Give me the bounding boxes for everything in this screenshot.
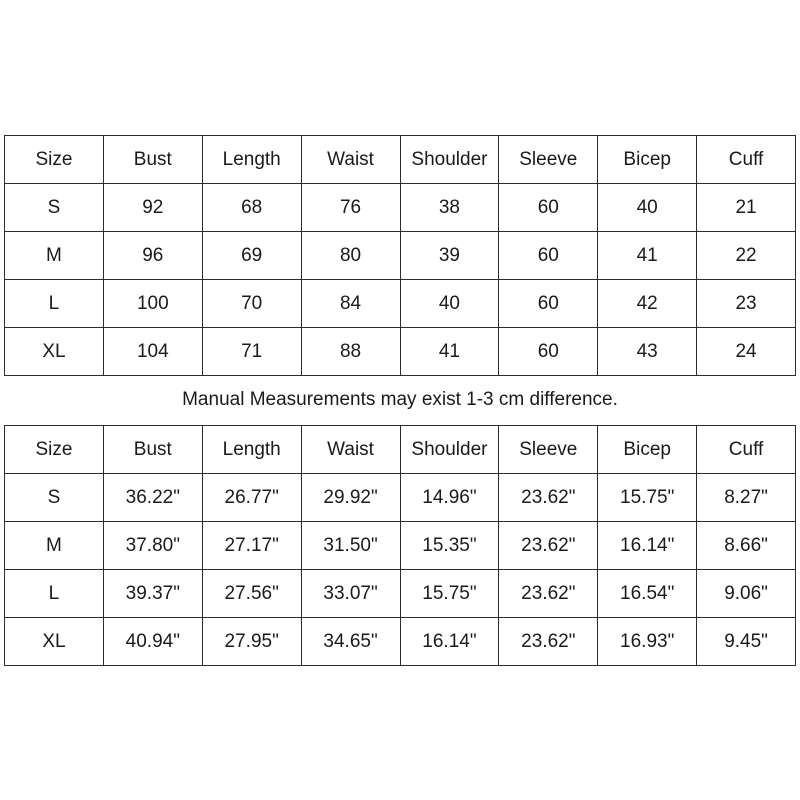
header-cell: Waist <box>301 136 400 184</box>
table-cell: M <box>5 232 104 280</box>
table-cell: 40 <box>598 184 697 232</box>
table-cell: 16.93" <box>598 618 697 666</box>
measurement-note: Manual Measurements may exist 1-3 cm difference. <box>182 389 618 410</box>
table-cell: 60 <box>499 184 598 232</box>
table-cell: XL <box>5 328 104 376</box>
table-cell: L <box>5 280 104 328</box>
table-cell: 16.14" <box>598 522 697 570</box>
table-cell: 23.62" <box>499 522 598 570</box>
header-cell: Shoulder <box>400 426 499 474</box>
table-cell: XL <box>5 618 104 666</box>
table-cell: 23.62" <box>499 570 598 618</box>
header-cell: Cuff <box>697 136 796 184</box>
table-row <box>5 232 796 280</box>
table-cell: 24 <box>697 328 796 376</box>
header-cell: Bicep <box>598 426 697 474</box>
table-cell: 40 <box>400 280 499 328</box>
header-cell: Size <box>5 426 104 474</box>
header-cell: Length <box>202 426 301 474</box>
table-cell: 69 <box>202 232 301 280</box>
table-cell: 60 <box>499 232 598 280</box>
table-cell: 92 <box>103 184 202 232</box>
header-cell: Length <box>202 136 301 184</box>
table-cell: 34.65" <box>301 618 400 666</box>
table-cell: 88 <box>301 328 400 376</box>
header-cell: Bust <box>103 136 202 184</box>
table-cell: 40.94" <box>103 618 202 666</box>
table-row <box>5 328 796 376</box>
header-cell: Bicep <box>598 136 697 184</box>
header-cell: Cuff <box>697 426 796 474</box>
table-cell: 80 <box>301 232 400 280</box>
table-cell: 23.62" <box>499 474 598 522</box>
table-cell: 26.77" <box>202 474 301 522</box>
size-table-inches <box>4 425 796 666</box>
table-cell: 36.22" <box>103 474 202 522</box>
table-cell: L <box>5 570 104 618</box>
table-cell: 22 <box>697 232 796 280</box>
table-cell: 60 <box>499 328 598 376</box>
table-cell: 76 <box>301 184 400 232</box>
table-cell: 60 <box>499 280 598 328</box>
table-cell: 70 <box>202 280 301 328</box>
table-cell: 23.62" <box>499 618 598 666</box>
table-cell: S <box>5 184 104 232</box>
table-cell: 15.75" <box>400 570 499 618</box>
table-cell: 9.06" <box>697 570 796 618</box>
table-row <box>5 570 796 618</box>
header-cell: Sleeve <box>499 136 598 184</box>
header-cell: Bust <box>103 426 202 474</box>
table-header-row <box>5 426 796 474</box>
table-cell: 39 <box>400 232 499 280</box>
table-cell: 43 <box>598 328 697 376</box>
table-cell: 33.07" <box>301 570 400 618</box>
table-row <box>5 522 796 570</box>
table-cell: 9.45" <box>697 618 796 666</box>
table-cell: 8.66" <box>697 522 796 570</box>
table-cell: 15.75" <box>598 474 697 522</box>
table-cell: 41 <box>598 232 697 280</box>
table-cell: 27.95" <box>202 618 301 666</box>
table-cell: 84 <box>301 280 400 328</box>
table-cell: 14.96" <box>400 474 499 522</box>
table-cell: 37.80" <box>103 522 202 570</box>
table-row <box>5 618 796 666</box>
header-cell: Waist <box>301 426 400 474</box>
table-header-row <box>5 136 796 184</box>
table-cell: 27.17" <box>202 522 301 570</box>
header-cell: Sleeve <box>499 426 598 474</box>
table-cell: 96 <box>103 232 202 280</box>
table-cell: 100 <box>103 280 202 328</box>
table-cell: S <box>5 474 104 522</box>
table-cell: 21 <box>697 184 796 232</box>
table-cell: 23 <box>697 280 796 328</box>
table-row <box>5 184 796 232</box>
table-cell: 42 <box>598 280 697 328</box>
table-cell: 41 <box>400 328 499 376</box>
table-cell: 16.54" <box>598 570 697 618</box>
table-cell: 39.37" <box>103 570 202 618</box>
table-cell: 71 <box>202 328 301 376</box>
table-cell: 104 <box>103 328 202 376</box>
table-cell: 29.92" <box>301 474 400 522</box>
table-cell: 27.56" <box>202 570 301 618</box>
header-cell: Size <box>5 136 104 184</box>
table-cell: 31.50" <box>301 522 400 570</box>
header-cell: Shoulder <box>400 136 499 184</box>
table-cell: 16.14" <box>400 618 499 666</box>
table-cell: M <box>5 522 104 570</box>
table-row <box>5 474 796 522</box>
table-cell: 68 <box>202 184 301 232</box>
table-cell: 8.27" <box>697 474 796 522</box>
table-row <box>5 280 796 328</box>
size-table-cm <box>4 135 796 376</box>
table-cell: 38 <box>400 184 499 232</box>
table-cell: 15.35" <box>400 522 499 570</box>
